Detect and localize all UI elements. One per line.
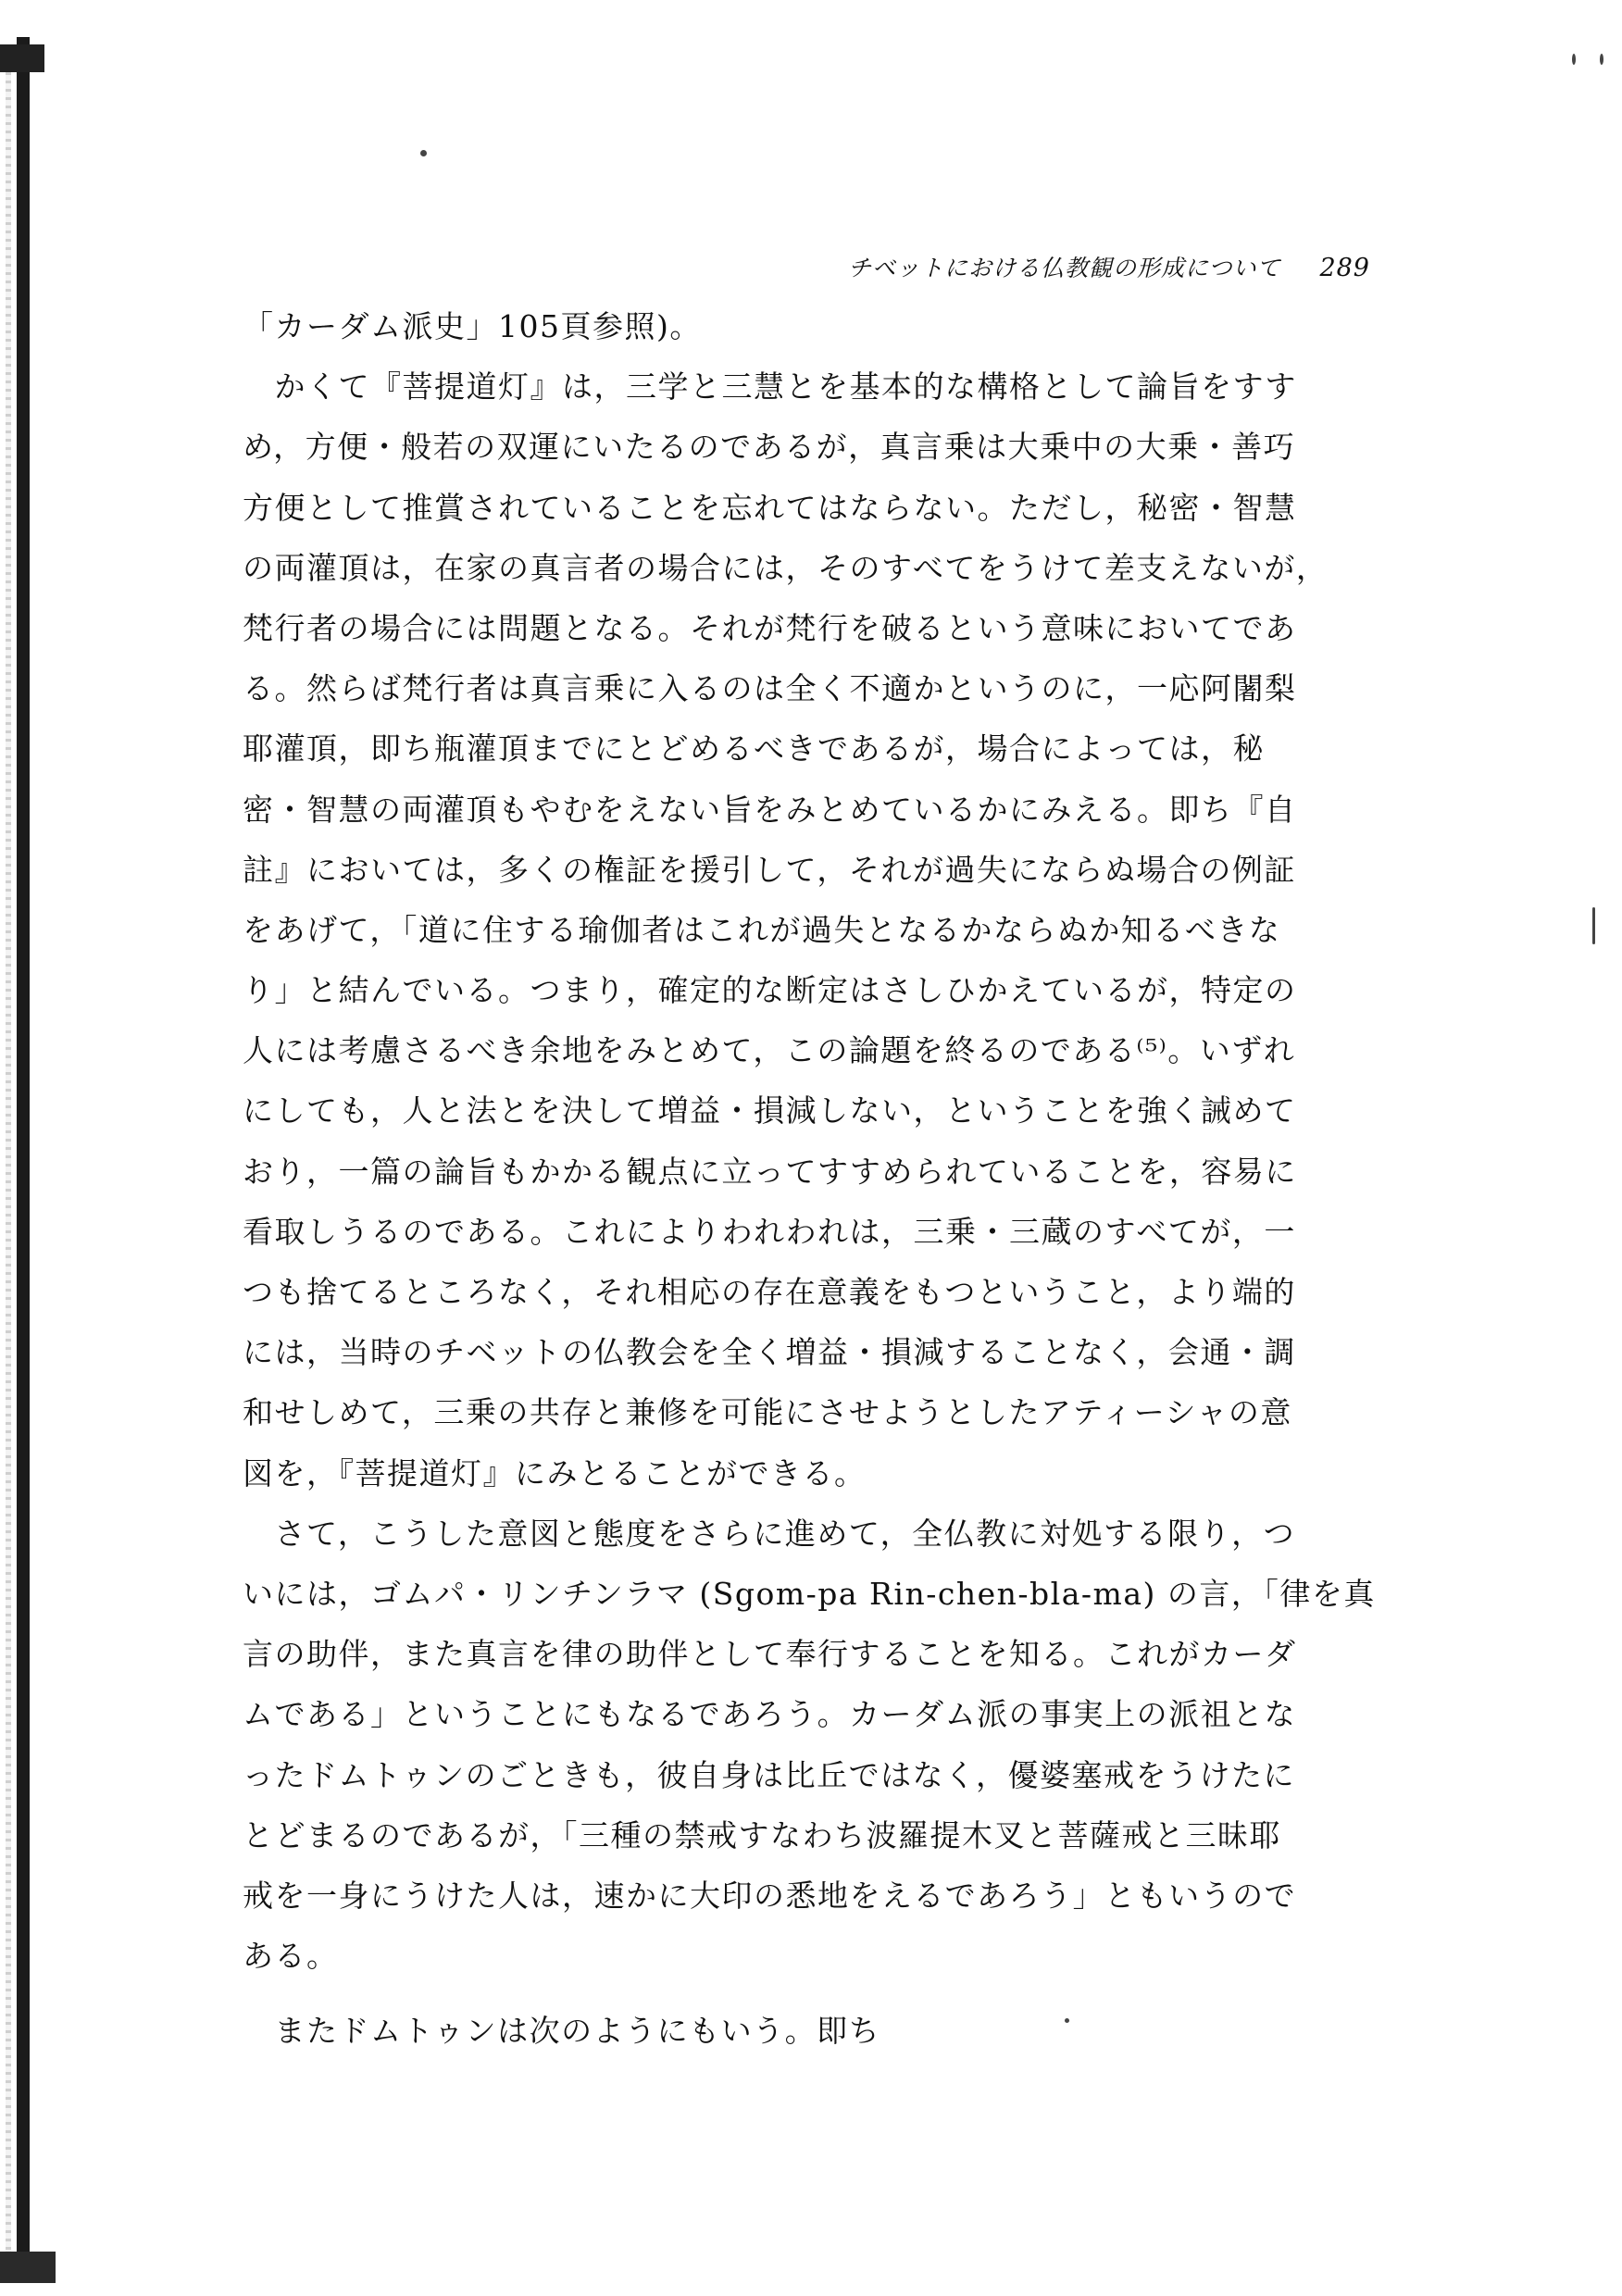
running-head: [796, 250, 1370, 283]
text-line: 和せしめて，三乗の共存と兼修を可能にさせようとしたアティーシャの意: [243, 1394, 1292, 1431]
text-line: をあげて，「道に住する瑜伽者はこれが過失となるかならぬか知るべきな: [243, 911, 1281, 948]
scan-speck: [1572, 54, 1576, 65]
text-line: いには，ゴムパ・リンチンラマ (Sgom-pa Rin-chen-bla-ma) の言，「律を真: [243, 1575, 1376, 1612]
text-line: 人には考慮さるべき余地をみとめて，この論題を終るのである⁽⁵⁾。いずれ: [243, 1032, 1296, 1069]
text-line: の両灌頂は，在家の真言者の場合には，そのすべてをうけて差支えないが，: [243, 549, 1329, 586]
text-line: 言の助伴，また真言を律の助伴として奉行することを知る。これがカーダ: [243, 1636, 1297, 1673]
text-line: さて，こうした意図と態度をさらに進めて，全仏教に対処する限り，つ: [243, 1515, 1296, 1552]
text-line: とどまるのであるが，「三種の禁戒すなわち波羅提木叉と菩薩戒と三昧耶: [243, 1816, 1281, 1853]
text-line: 密・智慧の両灌頂もやむをえない旨をみとめているかにみえる。即ち『自: [243, 791, 1297, 828]
book-binding-edge: [17, 37, 30, 2268]
text-line: め，方便・般若の双運にいたるのであるが，真言乗は大乗中の大乗・善巧: [243, 429, 1296, 466]
body-text: [243, 296, 1374, 2061]
text-line: 註』においては，多くの権証を援引して，それが過失にならぬ場合の例証: [243, 851, 1296, 888]
text-line: 看取しうるのである。これによりわれわれは，三乗・三蔵のすべてが，一: [243, 1213, 1296, 1250]
text-line: 図を，『菩提道灯』にみとることができる。: [243, 1454, 867, 1491]
scan-speck: [420, 150, 427, 156]
binding-top-clip: [0, 44, 44, 72]
text-line: にしても，人と法とを決して増益・損減しない，ということを強く誡めて: [243, 1092, 1297, 1129]
text-line: には，当時のチベットの仏教会を全く増益・損減することなく，会通・調: [243, 1334, 1296, 1371]
text-line: かくて『菩提道灯』は，三学と三慧とを基本的な構格として論旨をすす: [243, 368, 1297, 406]
running-title: チベットにおける仏教観の形成について: [847, 255, 1281, 281]
scan-speck: [1592, 907, 1595, 944]
text-line: り」と結んでいる。つまり，確定的な断定はさしひかえているが，特定の: [243, 972, 1297, 1009]
binding-bottom-clip: [0, 2252, 56, 2283]
text-line: ったドムトゥンのごときも，彼自身は比丘ではなく，優婆塞戒をうけたに: [243, 1756, 1296, 1793]
book-binding-texture: [6, 56, 11, 2259]
text-line: おり，一篇の論旨もかかる観点に立ってすすめられていることを，容易に: [243, 1153, 1297, 1190]
text-line: 方便として推賞されていることを忘れてはならない。ただし，秘密・智慧: [243, 489, 1297, 526]
paragraph-spacer: [243, 1986, 1374, 2001]
page-number: 289: [1319, 254, 1370, 282]
scan-speck: [1600, 54, 1603, 65]
text-line: ある。: [243, 1938, 339, 1975]
text-line: 「カーダム派史」105頁参照)。: [243, 308, 702, 344]
text-line: 梵行者の場合には問題となる。それが梵行を破るという意味においてであ: [243, 609, 1297, 646]
text-line: つも捨てるところなく，それ相応の存在意義をもつということ，より端的: [243, 1274, 1296, 1310]
text-line: またドムトゥンは次のようにもいう。即ち: [243, 2013, 881, 2050]
text-line: 戒を一身にうけた人は，速かに大印の悉地をえるであろう」ともいうので: [243, 1877, 1297, 1914]
text-line: ムである」ということにもなるであろう。カーダム派の事実上の派祖とな: [243, 1696, 1297, 1733]
text-line: 耶灌頂，即ち瓶灌頂までにとどめるべきであるが，場合によっては，秘: [243, 730, 1265, 767]
text-line: る。然らば梵行者は真言乗に入るのは全く不適かというのに，一応阿闍梨: [243, 670, 1297, 707]
